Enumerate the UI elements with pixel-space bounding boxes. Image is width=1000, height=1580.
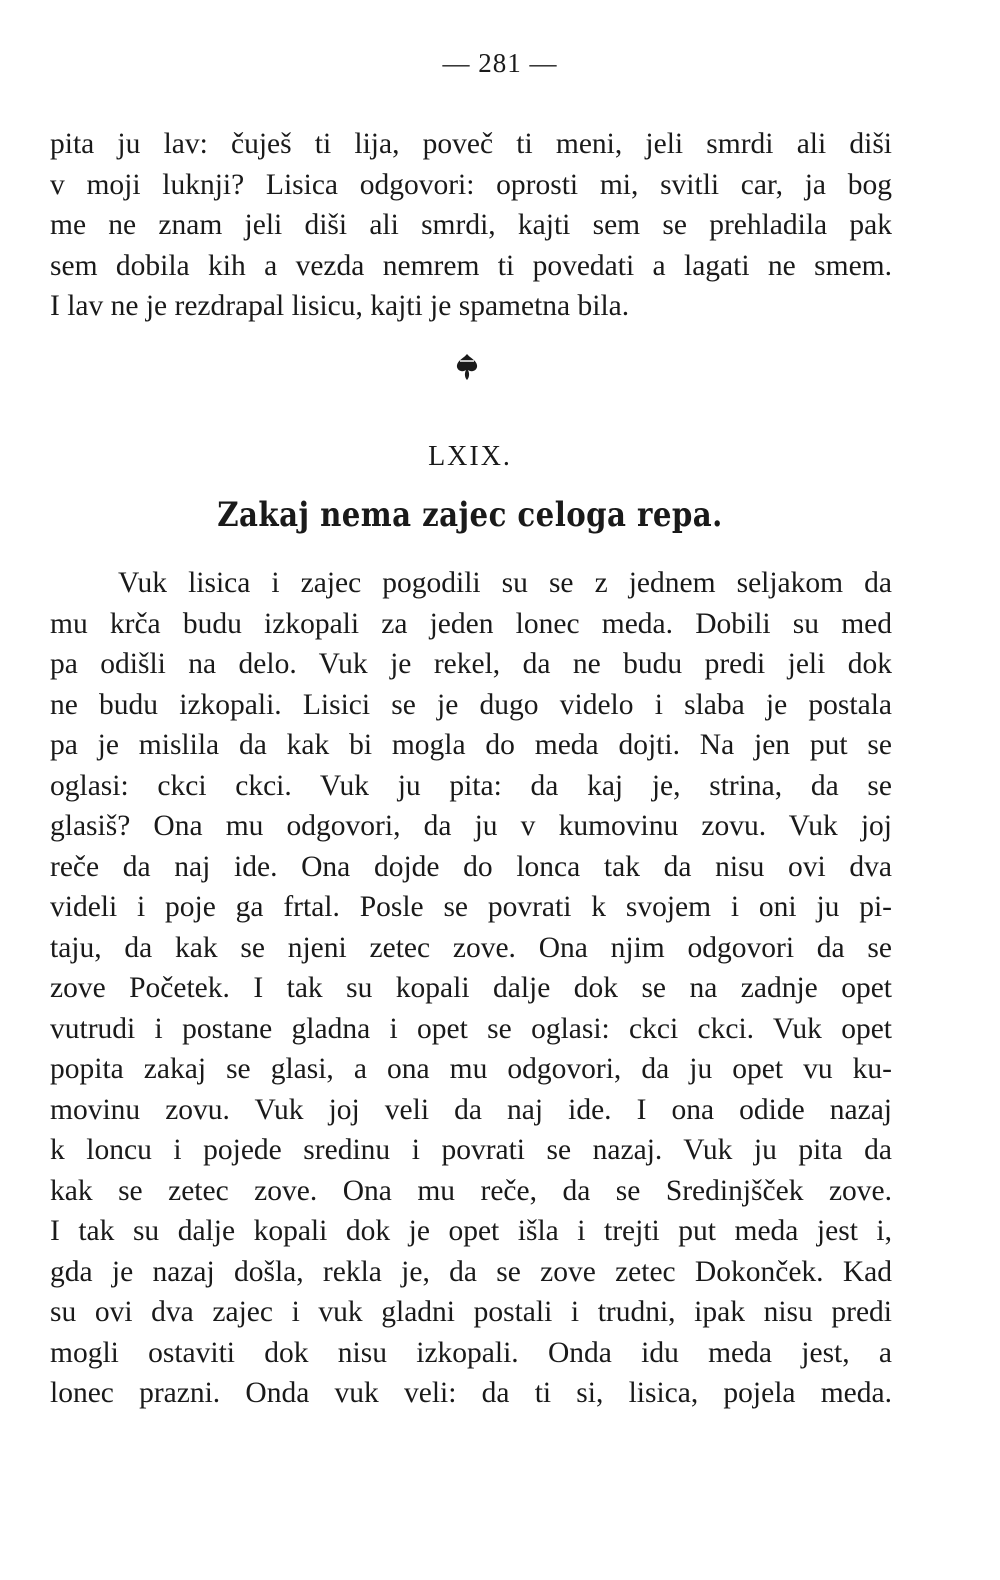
text-line: vutrudi i postane gladna i opet se oglasi: ckci ckci. Vuk opet [50,1012,892,1045]
paragraph-fable-body [50,563,892,1414]
text-line: mu krča budu izkopali za jeden lonec meda. Dobili su med [50,607,892,640]
page-number: — 281 — [442,48,558,78]
text-line: zove Početek. I tak su kopali dalje dok se na zadnje opet [50,972,892,1004]
text-line: videli i poje ga frtal. Posle se povrati k svojem i oni ju pi- [50,891,892,923]
text-line: v moji luknji? Lisica odgovori: oprosti mi, svitli car, ja bog [50,168,892,201]
text-line: popita zakaj se glasi, a ona mu odgovori, da ju opet vu ku- [50,1053,892,1085]
paragraph-fable-ending [50,124,892,327]
text-line: lonec prazni. Onda vuk veli: da ti si, lisica, pojela meda. [50,1377,892,1409]
text-line: su ovi dva zajec i vuk gladni postali i trudni, ipak nisu predi [50,1296,892,1328]
text-line: glasiš? Ona mu odgovori, da ju v kumovinu zovu. Vuk joj [50,810,892,842]
text-line: mogli ostaviti dok nisu izkopali. Onda idu meda jest, a [50,1336,892,1369]
text-line: ne budu izkopali. Lisici se je dugo videlo i slaba je postala [50,688,892,721]
text-line: gda je nazaj došla, rekla je, da se zove zetec Dokonček. Kad [50,1255,892,1288]
text-line: pa odišli na delo. Vuk je rekel, da ne budu predi jeli dok [50,648,892,680]
text-line: pa je mislila da kak bi mogla do meda dojti. Na jen put se [50,729,892,761]
text-line: me ne znam jeli diši ali smrdi, kajti sem se prehladila pak [50,209,892,241]
text-line: taju, da kak se njeni zetec zove. Ona njim odgovori da se [50,931,892,964]
text-line: pita ju lav: čuješ ti lija, poveč ti meni, jeli smrdi ali diši [50,128,892,160]
fleuron-ornament-icon [454,352,480,382]
text-line: reče da naj ide. Ona dojde do lonca tak da nisu ovi dva [50,850,892,883]
text-line: oglasi: ckci ckci. Vuk ju pita: da kaj je, strina, da se [50,769,892,802]
text-line: kak se zetec zove. Ona mu reče, da se Sredinjšček zove. [50,1174,892,1207]
chapter-title: Zakaj nema zajec celoga repa. [217,495,723,535]
text-line: I tak su dalje kopali dok je opet išla i trejti put meda jest i, [50,1215,892,1247]
chapter-number: LXIX. [428,441,512,472]
text-line: k loncu i pojede sredinu i povrati se nazaj. Vuk ju pita da [50,1134,892,1166]
text-line: Vuk lisica i zajec pogodili su se z jednem seljakom da [118,567,892,599]
text-line: sem dobila kih a vezda nemrem ti povedati a lagati ne smem. [50,249,892,282]
text-line: movinu zovu. Vuk joj veli da naj ide. I ona odide nazaj [50,1093,892,1126]
text-line: I lav ne je rezdrapal lisicu, kajti je spametna bila. [50,290,630,322]
